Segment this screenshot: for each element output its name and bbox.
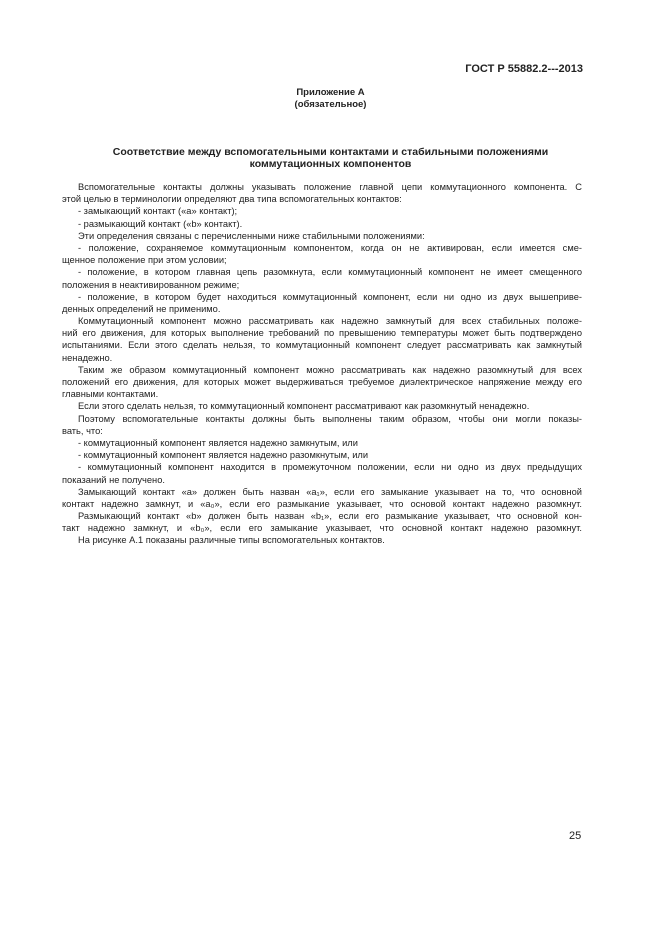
text-line: - коммутационный компонент является надежно разомкнутым, или [78, 450, 369, 461]
heading-line: Соответствие между вспомогательными контактами и стабильными положениями [112, 146, 549, 158]
text-line: Если этого сделать нельзя, то коммутационный компонент рассматривают как разомкнутый ненадежно. [78, 401, 530, 412]
text-line: положений его движения, для которых может выдерживаться требуемое диэлектрическое напряжение между его [62, 377, 582, 387]
text-line: контакт надежно замкнут, и «а₀», если его размыкание указывает, что основой контакт надежно разомкнут. [62, 498, 582, 509]
text-line: ненадежно. [62, 352, 113, 363]
text-line: Вспомогательные контакты должны указывать положение главной цепи коммутационного компонента. С [78, 182, 582, 192]
text-line: Коммутационный компонент можно рассматривать как надежно замкнутый для всех стабильных положе- [78, 316, 582, 327]
text-line: - коммутационный компонент находится в промежуточном положении, если ни одно из двух предыдущих [78, 462, 582, 473]
text-line: щенное положение при этом условии; [62, 255, 227, 266]
text-line: Эти определения связаны с перечисленными ниже стабильными положениями: [78, 230, 425, 241]
text-line: Поэтому вспомогательные контакты должны быть выполнены таким образом, чтобы они могли показы- [78, 413, 582, 424]
text-line: ний его движения, для которых выполнение требований по превышению температуры может быть подтверждено [62, 328, 582, 339]
text-line: - коммутационный компонент является надежно замкнутым, или [78, 437, 358, 448]
annex-header [0, 87, 661, 110]
text-line: Замыкающий контакт «а» должен быть назван «а₁», если его замыкание указывает на то, что основной [78, 486, 582, 497]
text-line: испытаниями. Если этого сделать нельзя, то коммутационный компонент следует рассматривать как замкнутый [62, 340, 582, 351]
document-standard-number: ГОСТ Р 55882.2---2013 [465, 63, 583, 75]
text-line: денных определений не применимо. [62, 303, 221, 314]
text-line: Таким же образом коммутационный компонент можно рассматривать как надежно разомкнутый для всех [78, 364, 582, 375]
text-line: - размыкающий контакт («b» контакт). [78, 218, 243, 229]
text-line: положения в неактивированном режиме; [62, 279, 240, 290]
text-line: Размыкающий контакт «b» должен быть назван «b₁», если его размыкание указывает, что основной кон- [78, 511, 582, 522]
text-line: показаний не получено. [62, 474, 165, 485]
page-number: 25 [569, 830, 582, 842]
annex-status: (обязательное) [294, 98, 367, 110]
text-line: - положение, сохраняемое коммутационным компонентом, когда он не активирован, если имеется сме- [78, 242, 582, 253]
text-line: - замыкающий контакт («а» контакт); [78, 206, 238, 217]
text-line: этой целью в терминологии определяют два типа вспомогательных контактов: [62, 194, 402, 205]
annex-title: Приложение А [296, 87, 365, 98]
text-line: вать, что: [62, 425, 103, 436]
text-line: главными контактами. [62, 389, 159, 400]
body-text [62, 181, 582, 547]
text-line: - положение, в котором будет находиться коммутационный компонент, если ни одно из двух вышеприве- [78, 291, 582, 302]
text-line: - положение, в котором главная цепь разомкнута, если коммутационный компонент не имеет смещенного [78, 267, 582, 278]
text-line: На рисунке А.1 показаны различные типы вспомогательных контактов. [78, 535, 385, 546]
heading-line: коммутационных компонентов [249, 158, 412, 170]
text-line: такт надежно замкнут, и «b₀», если его замыкание указывает, что основной контакт надежно разомкнут. [62, 523, 582, 534]
section-heading [0, 146, 661, 170]
